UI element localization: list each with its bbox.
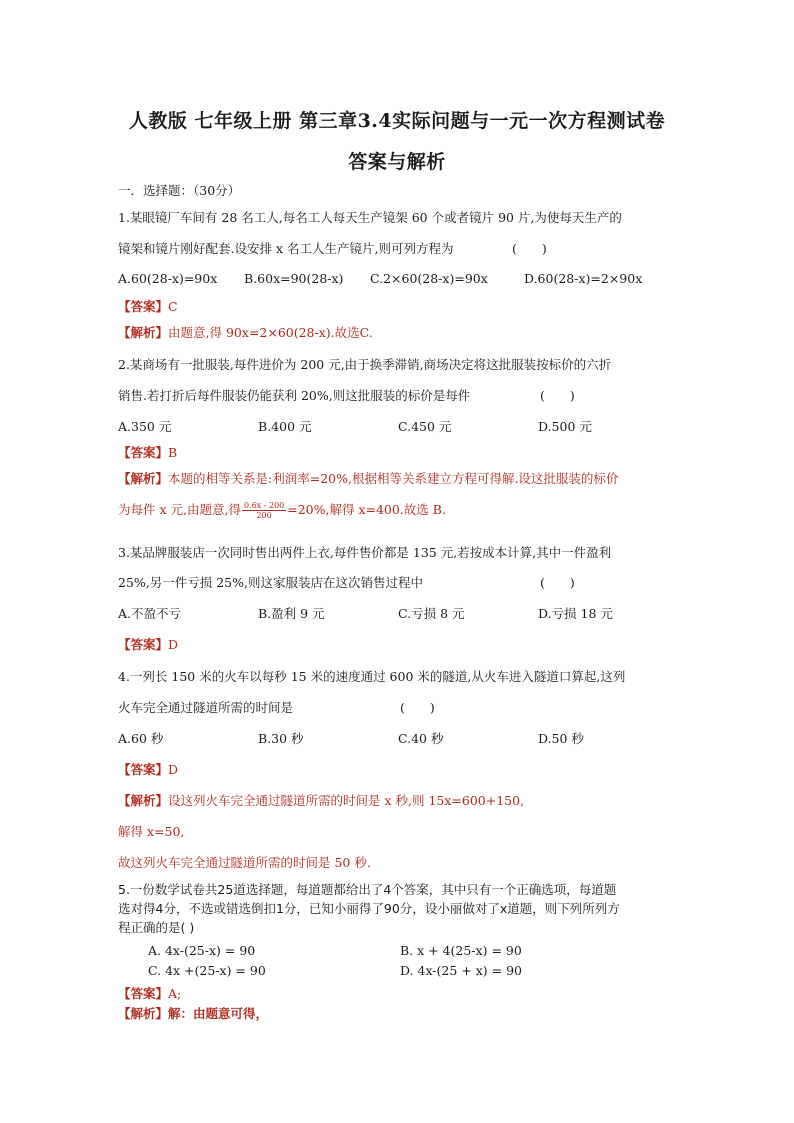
q3-answer: 【答案】D [118,637,179,652]
q4-answer-paren: ( ) [400,700,435,715]
q1-stem-line1: 1.某眼镜厂车间有 28 名工人,每名工人每天生产镜架 60 个或者镜片 90 片,为使每天生产的 [118,210,622,225]
q4-stem-line2: 火车完全通过隧道所需的时间是 [118,700,294,715]
q4-answer: 【答案】D [118,762,179,777]
q1-analysis: 【解析】由题意,得 90x=2×60(28-x).故选C. [118,325,373,340]
section-heading: 一．选择题：（30分） [118,183,241,198]
q3-option-d: D.亏损 18 元 [538,606,613,621]
q1-stem-line2: 镜架和镜片刚好配套.设安排 x 名工人生产镜片,则可列方程为 [118,241,454,256]
q2-option-b: B.400 元 [258,419,312,434]
q4-analysis-line1: 【解析】设这列火车完全通过隧道所需的时间是 x 秒,则 15x=600+150, [118,793,525,808]
q5-option-d: D. 4x-(25 + x) = 90 [400,963,522,978]
document-title: 人教版 七年级上册 第三章3.4实际问题与一元一次方程测试卷 [128,110,666,132]
q3-option-c: C.亏损 8 元 [398,606,465,621]
q5-stem-line3: 程正确的是( ) [118,920,195,935]
q5-analysis: 【解析】解：由题意可得， [118,1006,269,1021]
q3-option-a: A.不盈不亏 [118,606,182,621]
q5-option-b: B. x + 4(25-x) = 90 [400,943,522,958]
q1-option-d: D.60(28-x)=2×90x [524,271,643,286]
q5-answer: 【答案】A; [118,986,182,1001]
q3-answer-paren: ( ) [540,575,575,590]
q1-answer: 【答案】C [118,299,178,314]
q3-option-b: B.盈利 9 元 [258,606,325,621]
q2-answer-paren: ( ) [540,388,575,403]
q2-answer: 【答案】B [118,445,178,460]
q2-stem-line1: 2.某商场有一批服装,每件进价为 200 元,由于换季滞销,商场决定将这批服装按标价的六折 [118,357,612,372]
q4-stem-line1: 4.一列长 150 米的火车以每秒 15 米的速度通过 600 米的隧道,从火车进入隧道口算起,这列 [118,669,626,684]
q3-stem-line1: 3.某品牌服装店一次同时售出两件上衣,每件售价都是 135 元,若按成本计算,其中一件盈利 [118,545,612,560]
q1-option-a: A.60(28-x)=90x [118,271,218,286]
q5-option-a: A. 4x-(25-x) = 90 [148,943,256,958]
q2-analysis-line2: 为每件 x 元,由题意,得 $\frac{0.6x - 200}{200}$ =20%,解得 x=400.故选 B. [118,501,446,520]
q4-option-a: A.60 秒 [118,731,164,746]
q4-analysis-line2: 解得 x=50, [118,824,185,839]
q2-analysis-line1: 【解析】本题的相等关系是:利润率=20%,根据相等关系建立方程可得解.设这批服装的标价 [118,471,619,486]
q3-stem-line2: 25%,另一件亏损 25%,则这家服装店在这次销售过程中 [118,575,423,590]
q2-stem-line2: 销售.若打折后每件服装仍能获利 20%,则这批服装的标价是每件 [118,388,471,403]
q1-option-b: B.60x=90(28-x) [244,271,344,286]
q4-option-d: D.50 秒 [538,731,584,746]
q2-fraction: $\frac{0.6x - 200}{200}$ [243,501,285,520]
q2-option-a: A.350 元 [118,419,172,434]
q4-option-b: B.30 秒 [258,731,304,746]
q4-analysis-line3: 故这列火车完全通过隧道所需的时间是 50 秒. [118,855,371,870]
q1-answer-paren: ( ) [512,241,547,256]
q2-option-d: D.500 元 [538,419,592,434]
q2-option-c: C.450 元 [398,419,452,434]
q1-option-c: C.2×60(28-x)=90x [370,271,488,286]
q5-stem-line1: 5.一份数学试卷共25道选择题，每道题都给出了4个答案，其中只有一个正确选项，每道题 [118,882,617,897]
q5-option-c: C. 4x +(25-x) = 90 [148,963,266,978]
document-subtitle: 答案与解析 [348,151,446,173]
q5-stem-line2: 选对得4分，不选或错选倒扣1分，已知小丽得了90分，设小丽做对了x道题，则下列所列方 [118,901,620,916]
q4-option-c: C.40 秒 [398,731,444,746]
